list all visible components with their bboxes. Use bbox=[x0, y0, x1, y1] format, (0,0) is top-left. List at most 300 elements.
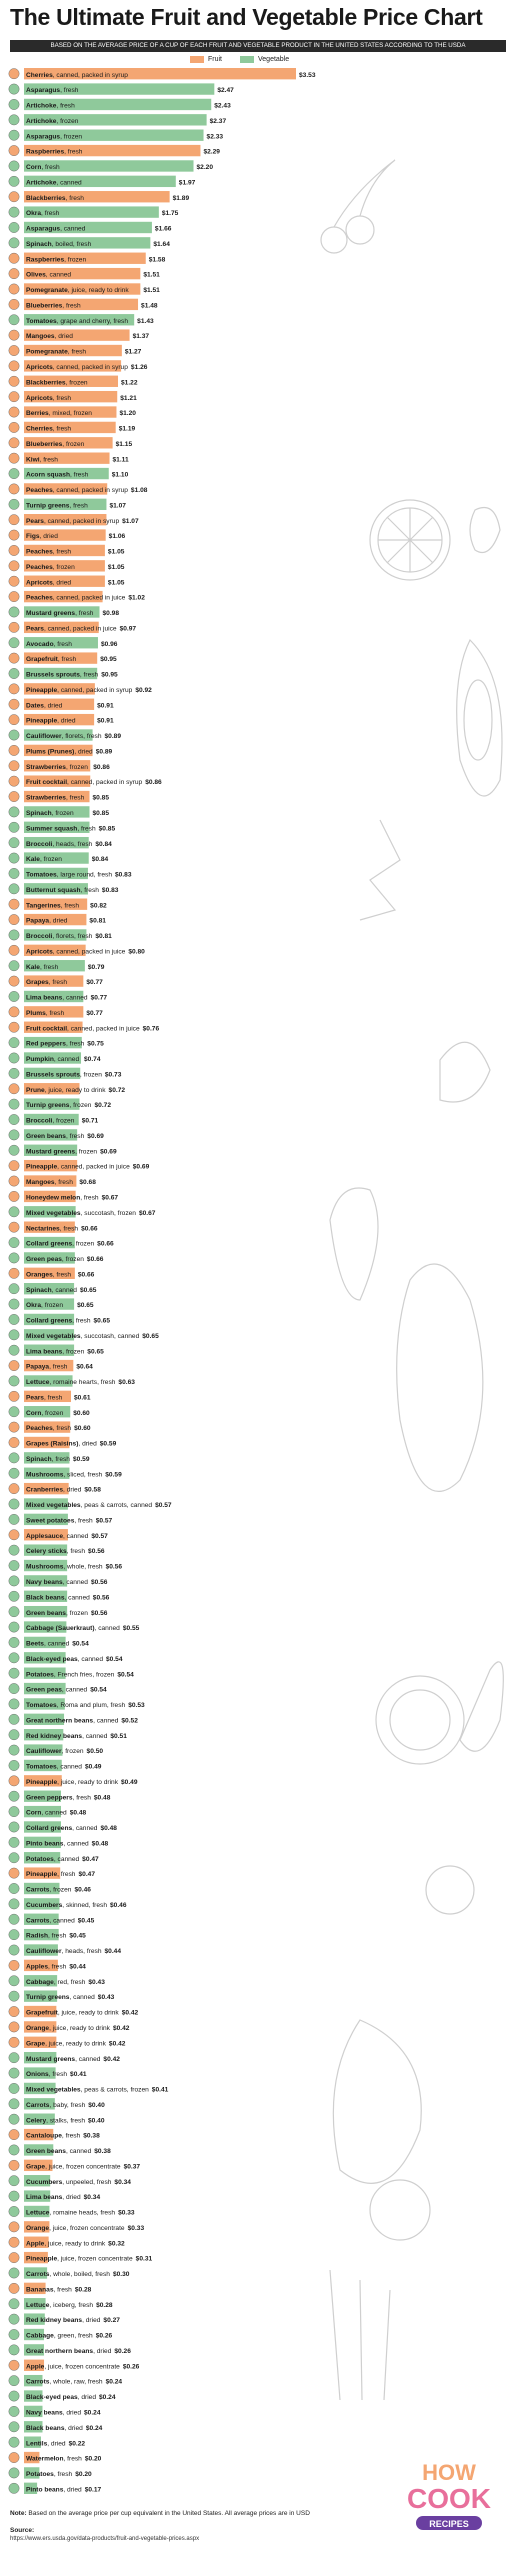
bar-category-label: Strawberries, frozen bbox=[26, 763, 88, 771]
vegetable-icon bbox=[9, 2391, 19, 2401]
bar-value-label: $0.55 bbox=[122, 1625, 140, 1633]
bar-value-label: $0.95 bbox=[101, 671, 118, 679]
bar-category-label: Mustard greens, canned bbox=[26, 2055, 101, 2063]
bar-value-label: $0.20 bbox=[84, 2455, 102, 2463]
vegetable-icon bbox=[9, 84, 19, 94]
fruit-icon bbox=[9, 914, 19, 924]
vegetable-icon bbox=[9, 1099, 19, 1109]
bar-value-label: $0.47 bbox=[82, 1855, 99, 1863]
vegetable-icon bbox=[9, 1653, 19, 1663]
bar-value-label: $0.64 bbox=[76, 1363, 93, 1371]
bar-value-label: $0.67 bbox=[101, 1194, 119, 1202]
bar-category-label: Spinach, frozen bbox=[26, 810, 74, 818]
bar-value-label: $0.34 bbox=[114, 2178, 131, 2186]
bar-category-label: Great northern beans, canned bbox=[26, 1717, 119, 1725]
vegetable-icon bbox=[9, 1545, 19, 1555]
bar-value-label: $2.33 bbox=[206, 133, 224, 141]
bar-value-label: $0.58 bbox=[84, 1486, 101, 1494]
bar-value-label: $0.44 bbox=[69, 1963, 86, 1971]
fruit-icon bbox=[9, 1084, 19, 1094]
vegetable-icon bbox=[9, 2314, 19, 2324]
bar-category-label: Apricots, canned, packed in syrup bbox=[26, 363, 128, 371]
price-bar-chart bbox=[0, 66, 516, 2506]
fruit-icon bbox=[9, 1776, 19, 1786]
bar-category-label: Watermelon, fresh bbox=[26, 2455, 82, 2463]
bar-category-label: Mushrooms, whole, fresh bbox=[26, 1563, 103, 1571]
svg-text:RECIPES: RECIPES bbox=[429, 2519, 469, 2529]
bar-value-label: $0.37 bbox=[123, 2163, 141, 2171]
vegetable-icon bbox=[9, 961, 19, 971]
bar-value-label: $0.65 bbox=[79, 1286, 97, 1294]
fruit-icon bbox=[9, 530, 19, 540]
bar-value-label: $0.41 bbox=[70, 2071, 87, 2079]
bar-category-label: Lentils, dried bbox=[26, 2440, 66, 2448]
bar-value-label: $0.84 bbox=[95, 840, 112, 848]
bar-value-label: $1.10 bbox=[111, 471, 129, 479]
bar-value-label: $0.66 bbox=[77, 1271, 95, 1279]
vegetable-icon bbox=[9, 930, 19, 940]
fruit-icon bbox=[9, 484, 19, 494]
fruit-icon bbox=[9, 1437, 19, 1447]
fruit-icon bbox=[9, 284, 19, 294]
bar-value-label: $0.54 bbox=[72, 1640, 89, 1648]
bar-value-label: $1.51 bbox=[143, 287, 160, 295]
bar-value-label: $0.43 bbox=[88, 1978, 105, 1986]
fruit-icon bbox=[9, 1222, 19, 1232]
bar-value-label: $0.33 bbox=[118, 2209, 135, 2217]
bar-category-label: Nectarines, fresh bbox=[26, 1225, 79, 1233]
bar-value-label: $0.71 bbox=[81, 1117, 99, 1125]
bar-value-label: $0.38 bbox=[94, 2148, 111, 2156]
legend-swatch-vegetable bbox=[240, 56, 254, 63]
vegetable-icon bbox=[9, 1745, 19, 1755]
bar-category-label: Black-eyed peas, canned bbox=[26, 1655, 103, 1663]
bar-category-label: Grape, juice, ready to drink bbox=[26, 2040, 106, 2048]
bar-value-label: $0.48 bbox=[69, 1809, 87, 1817]
bar-value-label: $0.85 bbox=[92, 794, 110, 802]
vegetable-icon bbox=[9, 1606, 19, 1616]
bar-category-label: Black beans, dried bbox=[26, 2424, 83, 2432]
bar-category-label: Honeydew melon, fresh bbox=[26, 1194, 99, 1202]
vegetable-icon bbox=[9, 1299, 19, 1309]
fruit-icon bbox=[9, 1868, 19, 1878]
vegetable-icon bbox=[9, 1699, 19, 1709]
bar-category-label: Grapes, fresh bbox=[26, 979, 68, 987]
bar-value-label: $0.54 bbox=[117, 1671, 134, 1679]
bar-category-label: Kale, fresh bbox=[26, 963, 59, 971]
bar-value-label: $1.64 bbox=[153, 240, 170, 248]
bar-value-label: $0.81 bbox=[89, 917, 106, 925]
bar-value-label: $1.66 bbox=[154, 225, 172, 233]
bar-value-label: $1.19 bbox=[118, 425, 136, 433]
bar-category-label: Asparagus, fresh bbox=[26, 87, 79, 95]
bar-value-label: $0.61 bbox=[74, 1394, 91, 1402]
bar-category-label: Asparagus, canned bbox=[26, 225, 86, 233]
bar-value-label: $0.20 bbox=[75, 2471, 92, 2479]
bar-value-label: $0.67 bbox=[138, 1209, 156, 1217]
vegetable-icon bbox=[9, 1576, 19, 1586]
bar-value-label: $0.65 bbox=[93, 1317, 111, 1325]
fruit-icon bbox=[9, 576, 19, 586]
bar-category-label: Apricots, canned, packed in juice bbox=[26, 948, 126, 956]
bar-value-label: $0.49 bbox=[84, 1763, 102, 1771]
vegetable-icon bbox=[9, 1560, 19, 1570]
fruit-icon bbox=[9, 1530, 19, 1540]
bar-value-label: $0.86 bbox=[93, 763, 110, 771]
vegetable-icon bbox=[9, 2406, 19, 2416]
bar-value-label: $1.15 bbox=[115, 440, 133, 448]
fruit-icon bbox=[9, 761, 19, 771]
bar-category-label: Grape, juice, frozen concentrate bbox=[26, 2163, 121, 2171]
fruit-icon bbox=[9, 1191, 19, 1201]
bar-value-label: $1.48 bbox=[141, 302, 158, 310]
bar-category-label: Corn, frozen bbox=[26, 1409, 64, 1417]
bar-value-label: $0.72 bbox=[94, 1102, 111, 1110]
bar-value-label: $1.08 bbox=[130, 487, 148, 495]
bar-category-label: Navy beans, dried bbox=[26, 2409, 81, 2417]
vegetable-icon bbox=[9, 1976, 19, 1986]
bar-category-label: Grapefruit, juice, ready to drink bbox=[26, 2009, 119, 2017]
bar-category-label: Applesauce, canned bbox=[26, 1532, 89, 1540]
bar-category-label: Prune, juice, ready to drink bbox=[26, 1086, 106, 1094]
bar-category-label: Cabbage, green, fresh bbox=[26, 2332, 93, 2340]
footnote-label: Note: bbox=[10, 2510, 27, 2517]
bar-category-label: Pears, canned, packed in juice bbox=[26, 625, 117, 633]
bar-category-label: Artichoke, frozen bbox=[26, 117, 79, 125]
vegetable-icon bbox=[9, 1883, 19, 1893]
bar-category-label: Spinach, boiled, fresh bbox=[26, 240, 92, 248]
bar-value-label: $0.56 bbox=[105, 1563, 123, 1571]
bar-category-label: Mixed vegetables, succotash, frozen bbox=[26, 1209, 136, 1217]
vegetable-icon bbox=[9, 607, 19, 617]
fruit-icon bbox=[9, 1007, 19, 1017]
bar-category-label: Figs, dried bbox=[26, 533, 58, 541]
vegetable-icon bbox=[9, 2375, 19, 2385]
bar-value-label: $0.57 bbox=[95, 1517, 113, 1525]
bar-value-label: $1.37 bbox=[132, 333, 150, 341]
bar-value-label: $0.97 bbox=[119, 625, 137, 633]
bar-category-label: Pineapple, canned, packed in juice bbox=[26, 1163, 130, 1171]
fruit-icon bbox=[9, 2037, 19, 2047]
vegetable-icon bbox=[9, 2176, 19, 2186]
vegetable-icon bbox=[9, 1945, 19, 1955]
vegetable-icon bbox=[9, 1114, 19, 1124]
fruit-icon bbox=[9, 2252, 19, 2262]
bar-category-label: Pomegranate, fresh bbox=[26, 348, 87, 356]
fruit-icon bbox=[9, 791, 19, 801]
bar-value-label: $1.07 bbox=[109, 502, 126, 510]
page-subtitle: BASED ON THE AVERAGE PRICE OF A CUP OF EACH FRUIT AND VEGETABLE PRODUCT IN THE UNITED STATES ACCORDING TO THE USDA bbox=[10, 40, 506, 52]
vegetable-icon bbox=[9, 668, 19, 678]
bar-value-label: $0.80 bbox=[128, 948, 145, 956]
bar-category-label: Celery, stalks, fresh bbox=[26, 2117, 86, 2125]
bar-value-label: $0.56 bbox=[92, 1594, 110, 1602]
fruit-icon bbox=[9, 1268, 19, 1278]
fruit-icon bbox=[9, 653, 19, 663]
vegetable-icon bbox=[9, 638, 19, 648]
chart-legend bbox=[190, 56, 289, 63]
vegetable-icon bbox=[9, 1622, 19, 1632]
bar-category-label: Broccoli, florets, fresh bbox=[26, 933, 93, 941]
vegetable-icon bbox=[9, 822, 19, 832]
bar-category-label: Lettuce, romaine heads, fresh bbox=[26, 2209, 116, 2217]
bar-value-label: $1.51 bbox=[143, 271, 160, 279]
bar-value-label: $1.05 bbox=[107, 579, 125, 587]
bar-value-label: $0.45 bbox=[69, 1932, 86, 1940]
bar-category-label: Butternut squash, fresh bbox=[26, 886, 99, 894]
fruit-icon bbox=[9, 2222, 19, 2232]
bar-value-label: $0.31 bbox=[135, 2255, 153, 2263]
vegetable-icon bbox=[9, 1345, 19, 1355]
bar-category-label: Blueberries, frozen bbox=[26, 440, 85, 448]
fruit-icon bbox=[9, 268, 19, 278]
bar-value-label: $1.58 bbox=[148, 256, 166, 264]
bar-category-label: Potatoes, fresh bbox=[26, 2471, 73, 2479]
bar-value-label: $0.17 bbox=[84, 2486, 102, 2494]
bar-category-label: Black-eyed peas, dried bbox=[26, 2394, 97, 2402]
footnote bbox=[10, 2510, 370, 2517]
bar-category-label: Raspberries, fresh bbox=[26, 148, 83, 156]
bar-value-label: $0.50 bbox=[86, 1748, 104, 1756]
bar-category-label: Okra, fresh bbox=[26, 210, 60, 218]
bar-category-label: Cucumbers, unpeeled, fresh bbox=[26, 2178, 112, 2186]
bar-value-label: $2.37 bbox=[209, 117, 227, 125]
bar-category-label: Pineapple, canned, packed in syrup bbox=[26, 686, 133, 694]
bar-value-label: $1.20 bbox=[119, 410, 136, 418]
bar-value-label: $0.57 bbox=[91, 1532, 108, 1540]
bar-value-label: $0.98 bbox=[102, 610, 120, 618]
fruit-icon bbox=[9, 561, 19, 571]
bar-category-label: Broccoli, frozen bbox=[26, 1117, 75, 1125]
bar-value-label: $0.42 bbox=[121, 2009, 139, 2017]
bar-category-label: Spinach, canned bbox=[26, 1286, 77, 1294]
bar-value-label: $0.66 bbox=[81, 1225, 98, 1233]
vegetable-icon bbox=[9, 1284, 19, 1294]
bar-category-label: Mixed vegetables, peas & carrots, frozen bbox=[26, 2086, 149, 2094]
bar-value-label: $0.42 bbox=[103, 2055, 120, 2063]
bar-category-label: Papaya, fresh bbox=[26, 1363, 68, 1371]
bar-value-label: $0.91 bbox=[97, 702, 114, 710]
vegetable-icon bbox=[9, 207, 19, 217]
vegetable-icon bbox=[9, 1453, 19, 1463]
bar-value-label: $0.44 bbox=[104, 1948, 122, 1956]
bar-category-label: Cabbage (Sauerkraut), canned bbox=[26, 1625, 120, 1633]
fruit-icon bbox=[9, 545, 19, 555]
fruit-icon bbox=[9, 1176, 19, 1186]
bar-category-label: Pumpkin, canned bbox=[26, 1056, 80, 1064]
bar-value-label: $1.75 bbox=[161, 210, 179, 218]
bar-value-label: $0.83 bbox=[101, 886, 119, 894]
bar-value-label: $0.85 bbox=[92, 810, 110, 818]
bar-category-label: Turnip greens, fresh bbox=[26, 502, 88, 510]
bar-value-label: $0.28 bbox=[96, 2301, 113, 2309]
vegetable-icon bbox=[9, 730, 19, 740]
bar-value-label: $0.76 bbox=[142, 1025, 160, 1033]
bar-category-label: Mixed vegetables, peas & carrots, canned bbox=[26, 1502, 153, 1510]
vegetable-icon bbox=[9, 1929, 19, 1939]
bar-category-label: Raspberries, frozen bbox=[26, 256, 87, 264]
vegetable-icon bbox=[9, 1714, 19, 1724]
bar-category-label: Lettuce, iceberg, fresh bbox=[26, 2301, 94, 2309]
bar-category-label: Orange, juice, ready to drink bbox=[26, 2025, 110, 2033]
bar-category-label: Peaches, frozen bbox=[26, 563, 75, 571]
vegetable-icon bbox=[9, 991, 19, 1001]
bar-category-label: Cherries, fresh bbox=[26, 425, 72, 433]
bar-category-label: Beets, canned bbox=[26, 1640, 70, 1648]
vegetable-icon bbox=[9, 1683, 19, 1693]
vegetable-icon bbox=[9, 1068, 19, 1078]
bar-value-label: $0.24 bbox=[85, 2424, 103, 2432]
fruit-icon bbox=[9, 361, 19, 371]
vegetable-icon bbox=[9, 2068, 19, 2078]
bar-value-label: $0.81 bbox=[95, 933, 112, 941]
bar-category-label: Cabbage, red, fresh bbox=[26, 1978, 86, 1986]
bar-category-label: Onions, fresh bbox=[26, 2071, 68, 2079]
bar-category-label: Apricots, fresh bbox=[26, 394, 72, 402]
bar-category-label: Apples, fresh bbox=[26, 1963, 67, 1971]
bar-value-label: $0.69 bbox=[87, 1132, 104, 1140]
fruit-icon bbox=[9, 1022, 19, 1032]
vegetable-icon bbox=[9, 837, 19, 847]
fruit-icon bbox=[9, 345, 19, 355]
bar-category-label: Red kidney beans, canned bbox=[26, 1732, 108, 1740]
bar-category-label: Apple, juice, ready to drink bbox=[26, 2240, 106, 2248]
bar-value-label: $1.97 bbox=[178, 179, 196, 187]
vegetable-icon bbox=[9, 238, 19, 248]
bar-category-label: Strawberries, fresh bbox=[26, 794, 85, 802]
bar-value-label: $1.22 bbox=[121, 379, 138, 387]
bar-value-label: $0.73 bbox=[104, 1071, 122, 1079]
bar-category-label: Celery sticks, fresh bbox=[26, 1548, 86, 1556]
bar-value-label: $0.42 bbox=[112, 2025, 130, 2033]
vegetable-icon bbox=[9, 1037, 19, 1047]
bar-category-label: Pineapple, juice, frozen concentrate bbox=[26, 2255, 133, 2263]
bar-category-label: Mangoes, dried bbox=[26, 333, 73, 341]
bar-value-label: $0.48 bbox=[91, 1840, 109, 1848]
legend-item-vegetable bbox=[240, 56, 289, 63]
bar-value-label: $0.65 bbox=[142, 1332, 159, 1340]
bar-category-label: Peaches, fresh bbox=[26, 1425, 72, 1433]
vegetable-icon bbox=[9, 1914, 19, 1924]
bar-category-label: Acorn squash, fresh bbox=[26, 471, 89, 479]
bar-value-label: $0.92 bbox=[135, 686, 152, 694]
vegetable-icon bbox=[9, 222, 19, 232]
bar-value-label: $0.27 bbox=[103, 2317, 120, 2325]
bar-value-label: $0.33 bbox=[127, 2224, 145, 2232]
vegetable-icon bbox=[9, 176, 19, 186]
vegetable-icon bbox=[9, 1853, 19, 1863]
bar-value-label: $0.38 bbox=[83, 2132, 100, 2140]
vegetable-icon bbox=[9, 1760, 19, 1770]
bar-value-label: $1.05 bbox=[107, 563, 125, 571]
fruit-icon bbox=[9, 2022, 19, 2032]
bar-value-label: $0.26 bbox=[114, 2347, 131, 2355]
legend-item-fruit bbox=[190, 56, 222, 63]
bar-category-label: Tomatoes, Roma and plum, fresh bbox=[26, 1702, 126, 1710]
vegetable-icon bbox=[9, 1130, 19, 1140]
source-link[interactable]: https://www.ers.usda.gov/data-products/fruit-and-vegetable-prices.aspx bbox=[10, 2536, 200, 2542]
page-title: The Ultimate Fruit and Vegetable Price Chart bbox=[10, 4, 483, 30]
bar-category-label: Papaya, dried bbox=[26, 917, 68, 925]
bar-category-label: Cranberries, dried bbox=[26, 1486, 82, 1494]
fruit-icon bbox=[9, 253, 19, 263]
bar-category-label: Cantaloupe, fresh bbox=[26, 2132, 81, 2140]
fruit-icon bbox=[9, 945, 19, 955]
bar-category-label: Tangerines, fresh bbox=[26, 902, 80, 910]
fruit-icon bbox=[9, 192, 19, 202]
bar-value-label: $0.77 bbox=[90, 994, 108, 1002]
fruit-icon bbox=[9, 2283, 19, 2293]
fruit-icon bbox=[9, 776, 19, 786]
vegetable-icon bbox=[9, 2299, 19, 2309]
vegetable-icon bbox=[9, 499, 19, 509]
bar-category-label: Corn, canned bbox=[26, 1809, 67, 1817]
bar-category-label: Blueberries, fresh bbox=[26, 302, 81, 310]
vegetable-icon bbox=[9, 1668, 19, 1678]
fruit-icon bbox=[9, 2237, 19, 2247]
fruit-icon bbox=[9, 1360, 19, 1370]
bar-category-label: Green peppers, fresh bbox=[26, 1794, 91, 1802]
bar-value-label: $0.89 bbox=[104, 733, 122, 741]
bar-value-label: $0.86 bbox=[145, 779, 162, 787]
bar-value-label: $0.48 bbox=[100, 1825, 117, 1833]
bar-category-label: Potatoes, French fries, frozen bbox=[26, 1671, 115, 1679]
legend-swatch-fruit bbox=[190, 56, 204, 63]
bar-category-label: Corn, fresh bbox=[26, 164, 60, 172]
legend-label-fruit: Fruit bbox=[208, 56, 222, 63]
fruit-icon bbox=[9, 391, 19, 401]
bar-category-label: Red kidney beans, dried bbox=[26, 2317, 101, 2325]
bar-category-label: Brussels sprouts, fresh bbox=[26, 671, 99, 679]
bar-category-label: Collard greens, frozen bbox=[26, 1240, 95, 1248]
bar-category-label: Pinto beans, dried bbox=[26, 2486, 82, 2494]
vegetable-icon bbox=[9, 1791, 19, 1801]
svg-text:COOK: COOK bbox=[407, 2483, 491, 2514]
bar-value-label: $1.27 bbox=[124, 348, 142, 356]
bar-value-label: $0.96 bbox=[100, 640, 118, 648]
bar-category-label: Black beans, canned bbox=[26, 1594, 90, 1602]
vegetable-icon bbox=[9, 2114, 19, 2124]
bar-value-label: $1.05 bbox=[107, 548, 125, 556]
fruit-icon bbox=[9, 69, 19, 79]
vegetable-icon bbox=[9, 1376, 19, 1386]
bar-value-label: $0.40 bbox=[88, 2117, 105, 2125]
vegetable-icon bbox=[9, 1468, 19, 1478]
bar-category-label: Green beans, fresh bbox=[26, 1132, 85, 1140]
bar-value-label: $2.29 bbox=[203, 148, 220, 156]
vegetable-icon bbox=[9, 315, 19, 325]
vegetable-icon bbox=[9, 468, 19, 478]
bar-value-label: $0.74 bbox=[84, 1056, 101, 1064]
bar-category-label: Tomatoes, grape and cherry, fresh bbox=[26, 317, 129, 325]
bar-category-label: Fruit cocktail, canned, packed in juice bbox=[26, 1025, 140, 1033]
bar-category-label: Brussels sprouts, frozen bbox=[26, 1071, 102, 1079]
bar-category-label: Okra, frozen bbox=[26, 1302, 64, 1310]
bar-category-label: Apple, juice, frozen concentrate bbox=[26, 2363, 120, 2371]
bar-category-label: Collard greens, fresh bbox=[26, 1317, 91, 1325]
vegetable-icon bbox=[9, 99, 19, 109]
vegetable-icon bbox=[9, 1207, 19, 1217]
vegetable-icon bbox=[9, 115, 19, 125]
bar-value-label: $0.24 bbox=[99, 2394, 116, 2402]
bar-value-label: $0.59 bbox=[99, 1440, 117, 1448]
bar-value-label: $0.83 bbox=[115, 871, 132, 879]
bar-value-label: $0.48 bbox=[93, 1794, 111, 1802]
vegetable-icon bbox=[9, 161, 19, 171]
fruit-icon bbox=[9, 2129, 19, 2139]
bar-value-label: $2.43 bbox=[214, 102, 231, 110]
bar-value-label: $0.60 bbox=[74, 1425, 91, 1433]
